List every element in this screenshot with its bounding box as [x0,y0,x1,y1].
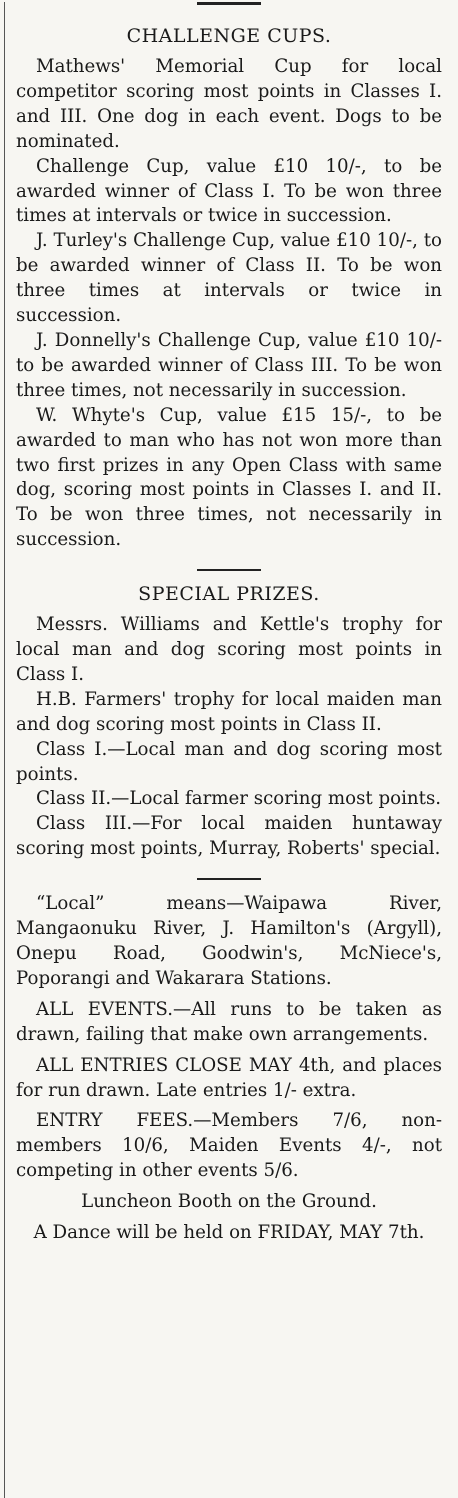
section-rule [197,878,261,880]
special-paragraph-4: Class II.—Local farmer scoring most points. [36,788,442,810]
luncheon-note: Luncheon Booth on the Ground. [81,1191,377,1213]
section-rule [197,569,261,571]
dance-note: A Dance will be held on FRIDAY, MAY 7th. [33,1222,425,1244]
special-paragraph-3: Class I.—Local man and dog scoring most points. [16,738,442,785]
special-paragraph-2: H.B. Farmers' trophy for local maiden man and dog scoring most points in Class II. [16,688,442,735]
special-paragraph-5: Class III.—For local maiden huntaway scoring most points, Murray, Roberts' special. [16,813,442,860]
entries-close-note: ALL ENTRIES CLOSE MAY 4th, and places for run drawn. Late entries 1/- extra. [16,1054,442,1101]
entry-fees-note: ENTRY FEES.—Members 7/6, non-members 10/6, Maiden Events 4/-, not competing in other events 5/6. [16,1110,442,1182]
challenge-paragraph-5: W. Whyte's Cup, value £15 15/-, to be awarded to man who has not won more than two first prizes in any Open Class with same dog, scoring most points in Classes I. and II. To be won three times, not necessarily in succession. [16,404,442,551]
all-events-note: ALL EVENTS.—All runs to be taken as drawn, failing that make own arrangements. [16,998,442,1045]
newspaper-column [0,2,458,1498]
challenge-paragraph-3: J. Turley's Challenge Cup, value £10 10/-, to be awarded winner of Class II. To be won three times at intervals or twice in succession. [16,230,442,327]
challenge-paragraph-1: Mathews' Memorial Cup for local competitor scoring most points in Classes I. and III. One dog in each event. Dogs to be nominated. [16,56,442,152]
challenge-paragraph-2: Challenge Cup, value £10 10/-, to be awarded winner of Class I. To be won three times at intervals or twice in succession. [16,155,442,227]
local-definition: “Local” means—Waipawa River, Mangaonuku River, J. Hamilton's (Argyll), Onepu Road, Goodwin's, McNiece's, Poporangi and Wakarara Stations. [16,893,442,989]
top-rule [197,2,261,5]
special-paragraph-1: Messrs. Williams and Kettle's trophy for local man and dog scoring most points in Class I. [16,614,442,685]
column-rule [4,2,5,1498]
challenge-cups-heading: CHALLENGE CUPS. [126,25,332,47]
special-prizes-heading: SPECIAL PRIZES. [138,583,320,606]
challenge-paragraph-4: J. Donnelly's Challenge Cup, value £10 10/- to be awarded winner of Class III. To be won three times, not necessarily in succession. [16,329,442,401]
